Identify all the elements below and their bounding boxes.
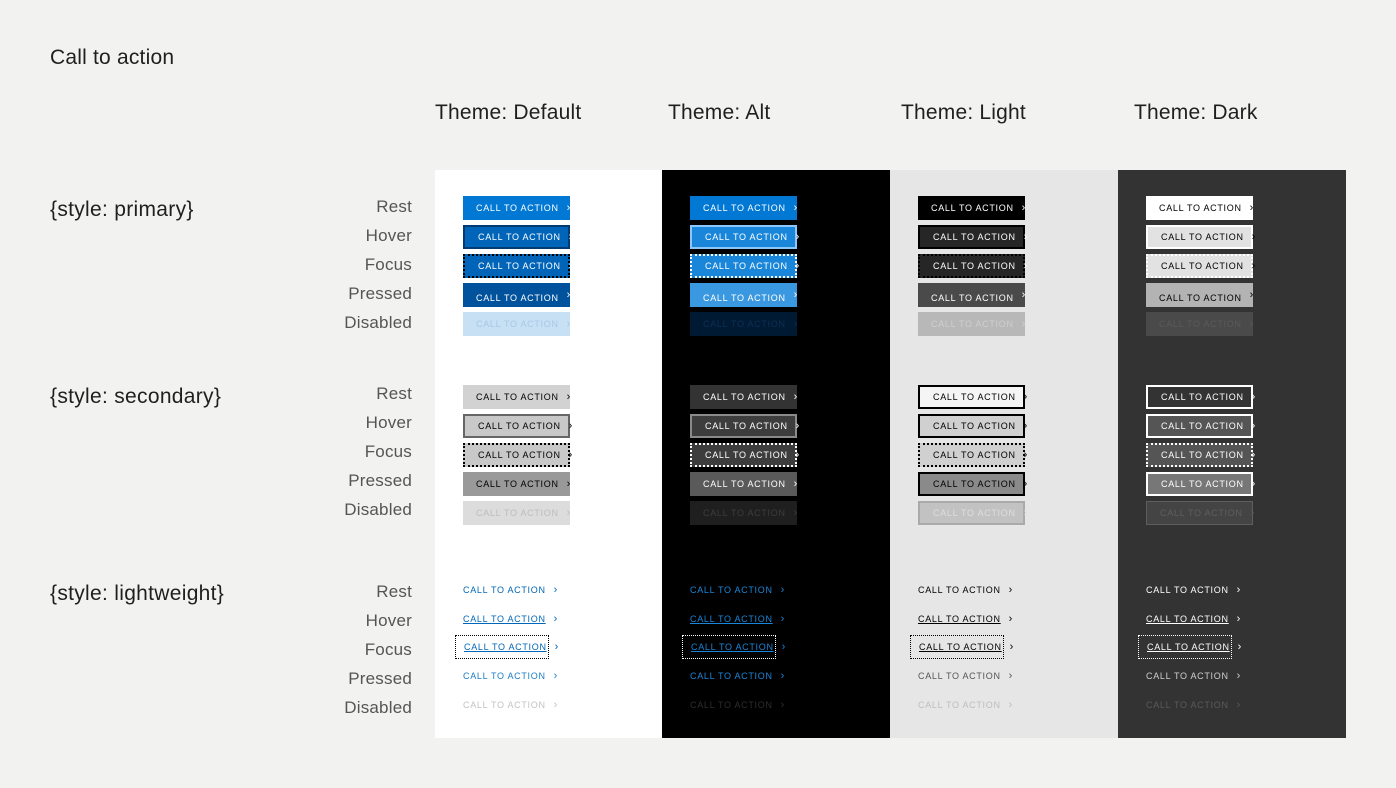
cta-lightweight-dark-pressed[interactable] bbox=[1146, 664, 1241, 688]
cta-primary-alt-hover[interactable] bbox=[690, 225, 801, 249]
cta-label: CALL TO ACTION bbox=[476, 508, 559, 518]
cta-label: CALL TO ACTION bbox=[1146, 700, 1229, 710]
chevron-right-icon: › bbox=[1009, 640, 1015, 653]
style-label-lightweight: {style: lightweight} bbox=[50, 582, 225, 605]
cta-primary-alt-focus[interactable] bbox=[690, 254, 801, 278]
cta-label: CALL TO ACTION bbox=[1146, 671, 1229, 681]
chevron-right-icon: › bbox=[1249, 201, 1255, 214]
cta-lightweight-default-pressed[interactable] bbox=[463, 664, 558, 688]
state-label-secondary-pressed: Pressed bbox=[348, 471, 412, 490]
cta-label: CALL TO ACTION bbox=[463, 614, 546, 624]
chevron-right-icon: › bbox=[793, 317, 799, 330]
cta-label: CALL TO ACTION bbox=[478, 232, 561, 242]
chevron-right-icon: › bbox=[568, 448, 574, 461]
chevron-right-icon: › bbox=[1021, 201, 1027, 214]
cta-secondary-dark-hover[interactable] bbox=[1146, 414, 1257, 438]
cta-secondary-light-rest[interactable] bbox=[918, 385, 1029, 409]
cta-secondary-light-pressed[interactable] bbox=[918, 472, 1029, 496]
chevron-right-icon: › bbox=[795, 230, 801, 243]
cta-secondary-alt-disabled bbox=[690, 501, 797, 525]
chevron-right-icon: › bbox=[1021, 288, 1027, 301]
chevron-right-icon: › bbox=[795, 259, 801, 272]
chevron-right-icon: › bbox=[795, 419, 801, 432]
cta-label: CALL TO ACTION bbox=[476, 319, 559, 329]
cta-lightweight-default-disabled bbox=[463, 693, 558, 717]
chevron-right-icon: › bbox=[1251, 477, 1257, 490]
chevron-right-icon: › bbox=[1251, 230, 1257, 243]
state-label-lightweight-focus: Focus bbox=[364, 640, 412, 659]
chevron-right-icon: › bbox=[1023, 230, 1029, 243]
page-title: Call to action bbox=[50, 46, 175, 69]
chevron-right-icon: › bbox=[1251, 259, 1257, 272]
cta-label: CALL TO ACTION bbox=[1159, 319, 1242, 329]
chevron-right-icon: › bbox=[1008, 669, 1014, 682]
cta-label: CALL TO ACTION bbox=[690, 614, 773, 624]
cta-label: CALL TO ACTION bbox=[933, 392, 1016, 402]
chevron-right-icon: › bbox=[1023, 506, 1029, 519]
chevron-right-icon: › bbox=[566, 506, 572, 519]
cta-secondary-light-disabled bbox=[918, 501, 1029, 525]
cta-primary-default-hover[interactable] bbox=[463, 225, 574, 249]
cta-primary-alt-rest[interactable] bbox=[690, 196, 797, 220]
cta-label: CALL TO ACTION bbox=[933, 450, 1016, 460]
chevron-right-icon: › bbox=[1023, 390, 1029, 403]
chevron-right-icon: › bbox=[553, 698, 559, 711]
chevron-right-icon: › bbox=[780, 583, 786, 596]
cta-label: CALL TO ACTION bbox=[1146, 614, 1229, 624]
cta-secondary-alt-pressed[interactable] bbox=[690, 472, 797, 496]
state-label-lightweight-hover: Hover bbox=[365, 611, 412, 630]
chevron-right-icon: › bbox=[1251, 390, 1257, 403]
cta-label: CALL TO ACTION bbox=[478, 450, 561, 460]
cta-label: CALL TO ACTION bbox=[931, 293, 1014, 303]
theme-header-dark: Theme: Dark bbox=[1134, 101, 1258, 124]
style-label-primary: {style: primary} bbox=[50, 198, 194, 221]
chevron-right-icon: › bbox=[568, 419, 574, 432]
cta-lightweight-light-rest[interactable] bbox=[918, 578, 1013, 602]
cta-label: CALL TO ACTION bbox=[478, 261, 561, 271]
cta-secondary-alt-focus[interactable] bbox=[690, 443, 801, 467]
state-label-lightweight-disabled: Disabled bbox=[344, 698, 412, 717]
cta-secondary-alt-hover[interactable] bbox=[690, 414, 801, 438]
cta-primary-light-hover[interactable] bbox=[918, 225, 1029, 249]
cta-lightweight-alt-rest[interactable] bbox=[690, 578, 785, 602]
cta-secondary-default-hover[interactable] bbox=[463, 414, 574, 438]
chevron-right-icon: › bbox=[780, 698, 786, 711]
state-label-lightweight-rest: Rest bbox=[376, 582, 412, 601]
cta-label: CALL TO ACTION bbox=[918, 614, 1001, 624]
cta-primary-default-rest[interactable] bbox=[463, 196, 570, 220]
cta-label: CALL TO ACTION bbox=[933, 421, 1016, 431]
chevron-right-icon: › bbox=[781, 640, 787, 653]
cta-lightweight-default-rest[interactable] bbox=[463, 578, 558, 602]
state-label-primary-rest: Rest bbox=[376, 197, 412, 216]
cta-lightweight-alt-focus[interactable] bbox=[682, 635, 787, 659]
chevron-right-icon: › bbox=[793, 201, 799, 214]
cta-primary-dark-disabled bbox=[1146, 312, 1253, 336]
cta-lightweight-alt-hover[interactable] bbox=[690, 607, 785, 631]
chevron-right-icon: › bbox=[793, 506, 799, 519]
chevron-right-icon: › bbox=[1021, 317, 1027, 330]
cta-label: CALL TO ACTION bbox=[1161, 261, 1244, 271]
cta-label: CALL TO ACTION bbox=[703, 479, 786, 489]
cta-label: CALL TO ACTION bbox=[705, 450, 788, 460]
chevron-right-icon: › bbox=[1237, 640, 1243, 653]
cta-label: CALL TO ACTION bbox=[705, 421, 788, 431]
cta-label: CALL TO ACTION bbox=[478, 421, 561, 431]
cta-label: CALL TO ACTION bbox=[703, 319, 786, 329]
chevron-right-icon: › bbox=[566, 288, 572, 301]
cta-lightweight-light-pressed[interactable] bbox=[918, 664, 1013, 688]
chevron-right-icon: › bbox=[553, 612, 559, 625]
cta-lightweight-default-hover[interactable] bbox=[463, 607, 558, 631]
cta-label: CALL TO ACTION bbox=[933, 261, 1016, 271]
chevron-right-icon: › bbox=[566, 477, 572, 490]
theme-header-alt: Theme: Alt bbox=[668, 101, 771, 124]
cta-secondary-default-rest[interactable] bbox=[463, 385, 570, 409]
cta-label: CALL TO ACTION bbox=[1159, 203, 1242, 213]
cta-primary-default-focus[interactable] bbox=[463, 254, 574, 278]
cta-lightweight-dark-rest[interactable] bbox=[1146, 578, 1241, 602]
cta-secondary-default-disabled bbox=[463, 501, 570, 525]
style-label-secondary: {style: secondary} bbox=[50, 385, 222, 408]
chevron-right-icon: › bbox=[1023, 419, 1029, 432]
cta-secondary-dark-pressed[interactable] bbox=[1146, 472, 1257, 496]
cta-label: CALL TO ACTION bbox=[1161, 479, 1244, 489]
cta-label: CALL TO ACTION bbox=[933, 232, 1016, 242]
chevron-right-icon: › bbox=[793, 390, 799, 403]
cta-secondary-light-hover[interactable] bbox=[918, 414, 1029, 438]
cta-label: CALL TO ACTION bbox=[690, 671, 773, 681]
cta-label: CALL TO ACTION bbox=[705, 261, 788, 271]
cta-label: CALL TO ACTION bbox=[691, 642, 774, 652]
cta-label: CALL TO ACTION bbox=[933, 479, 1016, 489]
cta-label: CALL TO ACTION bbox=[931, 203, 1014, 213]
chevron-right-icon: › bbox=[1236, 612, 1242, 625]
chevron-right-icon: › bbox=[1236, 583, 1242, 596]
cta-label: CALL TO ACTION bbox=[476, 479, 559, 489]
cta-label: CALL TO ACTION bbox=[703, 293, 786, 303]
cta-label: CALL TO ACTION bbox=[476, 203, 559, 213]
cta-primary-light-pressed[interactable] bbox=[918, 283, 1025, 307]
chevron-right-icon: › bbox=[1236, 698, 1242, 711]
chevron-right-icon: › bbox=[780, 669, 786, 682]
cta-primary-alt-disabled bbox=[690, 312, 797, 336]
cta-lightweight-alt-pressed[interactable] bbox=[690, 664, 785, 688]
state-label-lightweight-pressed: Pressed bbox=[348, 669, 412, 688]
cta-label: CALL TO ACTION bbox=[1147, 642, 1230, 652]
cta-label: CALL TO ACTION bbox=[463, 585, 546, 595]
chevron-right-icon: › bbox=[1008, 698, 1014, 711]
cta-primary-default-pressed[interactable] bbox=[463, 283, 570, 307]
chevron-right-icon: › bbox=[1249, 317, 1255, 330]
chevron-right-icon: › bbox=[1249, 288, 1255, 301]
chevron-right-icon: › bbox=[553, 583, 559, 596]
state-label-primary-hover: Hover bbox=[365, 226, 412, 245]
cta-label: CALL TO ACTION bbox=[1160, 508, 1243, 518]
state-label-primary-pressed: Pressed bbox=[348, 284, 412, 303]
cta-secondary-light-focus[interactable] bbox=[918, 443, 1029, 467]
cta-secondary-dark-disabled bbox=[1146, 501, 1256, 525]
chevron-right-icon: › bbox=[568, 230, 574, 243]
chevron-right-icon: › bbox=[568, 259, 574, 272]
cta-primary-light-focus[interactable] bbox=[918, 254, 1029, 278]
cta-lightweight-light-focus[interactable] bbox=[910, 635, 1015, 659]
chevron-right-icon: › bbox=[1008, 583, 1014, 596]
chevron-right-icon: › bbox=[793, 477, 799, 490]
cta-label: CALL TO ACTION bbox=[463, 700, 546, 710]
cta-secondary-default-pressed[interactable] bbox=[463, 472, 570, 496]
cta-label: CALL TO ACTION bbox=[703, 203, 786, 213]
chevron-right-icon: › bbox=[1023, 477, 1029, 490]
cta-label: CALL TO ACTION bbox=[703, 392, 786, 402]
cta-label: CALL TO ACTION bbox=[1161, 232, 1244, 242]
state-label-primary-focus: Focus bbox=[364, 255, 412, 274]
cta-lightweight-alt-disabled bbox=[690, 693, 785, 717]
cta-lightweight-dark-hover[interactable] bbox=[1146, 607, 1241, 631]
cta-secondary-dark-focus[interactable] bbox=[1146, 443, 1257, 467]
chevron-right-icon: › bbox=[1236, 669, 1242, 682]
cta-label: CALL TO ACTION bbox=[464, 642, 547, 652]
state-label-secondary-focus: Focus bbox=[364, 442, 412, 461]
chevron-right-icon: › bbox=[780, 612, 786, 625]
cta-lightweight-dark-disabled bbox=[1146, 693, 1241, 717]
cta-primary-default-disabled bbox=[463, 312, 570, 336]
cta-label: CALL TO ACTION bbox=[690, 585, 773, 595]
state-label-secondary-rest: Rest bbox=[376, 384, 412, 403]
chevron-right-icon: › bbox=[1023, 448, 1029, 461]
chevron-right-icon: › bbox=[554, 640, 560, 653]
cta-primary-light-rest[interactable] bbox=[918, 196, 1025, 220]
cta-lightweight-dark-focus[interactable] bbox=[1138, 635, 1243, 659]
cta-primary-dark-hover[interactable] bbox=[1146, 225, 1257, 249]
cta-primary-dark-pressed[interactable] bbox=[1146, 283, 1253, 307]
cta-label: CALL TO ACTION bbox=[476, 392, 559, 402]
cta-label: CALL TO ACTION bbox=[919, 642, 1002, 652]
cta-label: CALL TO ACTION bbox=[931, 319, 1014, 329]
chevron-right-icon: › bbox=[1250, 506, 1256, 519]
chevron-right-icon: › bbox=[1008, 612, 1014, 625]
cta-secondary-default-focus[interactable] bbox=[463, 443, 574, 467]
cta-label: CALL TO ACTION bbox=[463, 671, 546, 681]
chevron-right-icon: › bbox=[1251, 419, 1257, 432]
cta-label: CALL TO ACTION bbox=[1161, 450, 1244, 460]
cta-label: CALL TO ACTION bbox=[918, 700, 1001, 710]
cta-label: CALL TO ACTION bbox=[690, 700, 773, 710]
cta-lightweight-light-hover[interactable] bbox=[918, 607, 1013, 631]
cta-primary-dark-rest[interactable] bbox=[1146, 196, 1253, 220]
cta-label: CALL TO ACTION bbox=[705, 232, 788, 242]
chevron-right-icon: › bbox=[1023, 259, 1029, 272]
theme-header-light: Theme: Light bbox=[901, 101, 1026, 124]
chevron-right-icon: › bbox=[553, 669, 559, 682]
state-label-primary-disabled: Disabled bbox=[344, 313, 412, 332]
chevron-right-icon: › bbox=[566, 390, 572, 403]
cta-label: CALL TO ACTION bbox=[476, 293, 559, 303]
cta-label: CALL TO ACTION bbox=[1146, 585, 1229, 595]
cta-primary-light-disabled bbox=[918, 312, 1025, 336]
cta-label: CALL TO ACTION bbox=[918, 585, 1001, 595]
cta-label: CALL TO ACTION bbox=[1159, 293, 1242, 303]
chevron-right-icon: › bbox=[566, 201, 572, 214]
state-label-secondary-hover: Hover bbox=[365, 413, 412, 432]
cta-lightweight-default-focus[interactable] bbox=[455, 635, 560, 659]
cta-primary-alt-pressed[interactable] bbox=[690, 283, 797, 307]
chevron-right-icon: › bbox=[793, 288, 799, 301]
cta-label: CALL TO ACTION bbox=[918, 671, 1001, 681]
cta-label: CALL TO ACTION bbox=[703, 508, 786, 518]
chevron-right-icon: › bbox=[1251, 448, 1257, 461]
theme-header-default: Theme: Default bbox=[435, 101, 582, 124]
cta-label: CALL TO ACTION bbox=[1161, 392, 1244, 402]
cta-secondary-alt-rest[interactable] bbox=[690, 385, 797, 409]
cta-primary-dark-focus[interactable] bbox=[1146, 254, 1257, 278]
chevron-right-icon: › bbox=[795, 448, 801, 461]
cta-label: CALL TO ACTION bbox=[933, 508, 1016, 518]
chevron-right-icon: › bbox=[566, 317, 572, 330]
cta-label: CALL TO ACTION bbox=[1161, 421, 1244, 431]
cta-secondary-dark-rest[interactable] bbox=[1146, 385, 1257, 409]
cta-lightweight-light-disabled bbox=[918, 693, 1013, 717]
state-label-secondary-disabled: Disabled bbox=[344, 500, 412, 519]
